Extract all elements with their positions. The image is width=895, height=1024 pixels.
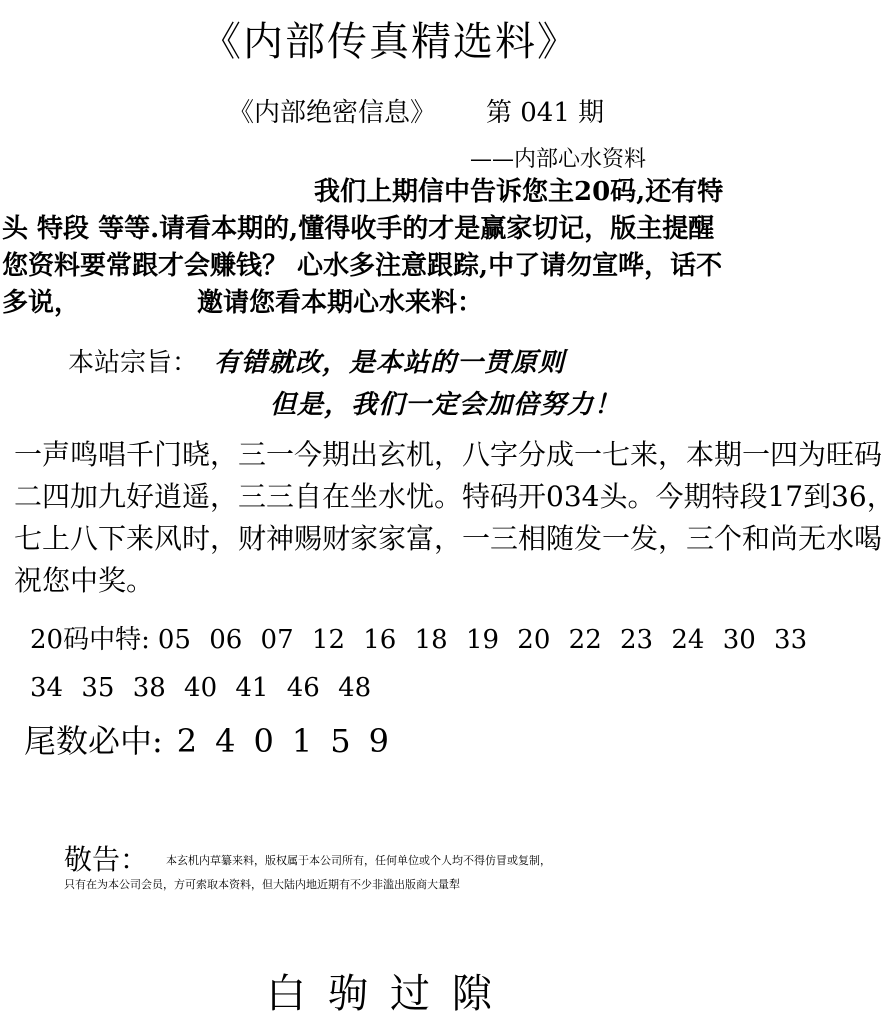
subtitle: 《内部绝密信息》	[228, 98, 437, 128]
numbers-values: 05 06 07 12 16 18 19 20 22 23 24 30 33	[157, 625, 808, 655]
intro-line: 多说， 邀请您看本期心水来料：	[2, 288, 484, 318]
page-title: 《内部传真精选料》	[201, 19, 579, 65]
numbers-values: 34 35 38 40 41 46 48	[30, 673, 372, 703]
issue-number: 第 041 期	[486, 98, 605, 128]
tail-numbers-label: 尾数必中:	[24, 722, 163, 760]
motto-line: 但是，我们一定会加倍努力！	[270, 390, 622, 420]
notice-label: 敬告：	[64, 843, 149, 876]
poem-line: 二四加九好逍遥，三三自在坐水忧。特码开034头。今期特段17到36，	[14, 480, 895, 513]
poem-line: 七上八下来风时，财神赐财家家富，一三相随发一发，三个和尚无水喝	[14, 522, 883, 555]
notice-text: 只有在为本公司会员，方可索取本资料，但大陆内地近期有不少非滥出版商大量犁	[64, 878, 460, 891]
notice-text: 本玄机内草纂来料，版权属于本公司所有，任何单位或个人均不得仿冒或复制，	[166, 854, 551, 867]
numbers-row	[30, 616, 807, 664]
numbers-label: 20码中特:	[30, 625, 150, 655]
numbers-row	[30, 664, 807, 712]
special-numbers	[30, 616, 807, 712]
intro-line: 我们上期信中告诉您主20码,还有特	[2, 177, 724, 207]
intro-paragraph	[2, 174, 778, 322]
source-label: ——内部心水资料	[470, 147, 647, 172]
intro-line: 头 特段 等等.请看本期的,懂得收手的才是赢家切记，版主提醒	[2, 214, 715, 244]
tail-numbers	[24, 716, 407, 762]
poem-line: 祝您中奖。	[14, 564, 155, 597]
intro-line: 您资料要常跟才会赚钱？ 心水多注意跟踪,中了请勿宣哗，话不	[2, 251, 723, 281]
tail-numbers-values: 240159	[176, 722, 407, 760]
poem-block	[14, 434, 895, 602]
motto-line: 有错就改，是本站的一贯原则	[214, 348, 566, 378]
footer-text: 白驹过隙	[266, 971, 514, 1017]
poem-line: 一声鸣唱千门晓，三一今期出玄机，八字分成一七来，本期一四为旺码	[14, 438, 883, 471]
motto-label: 本站宗旨：	[68, 348, 199, 378]
